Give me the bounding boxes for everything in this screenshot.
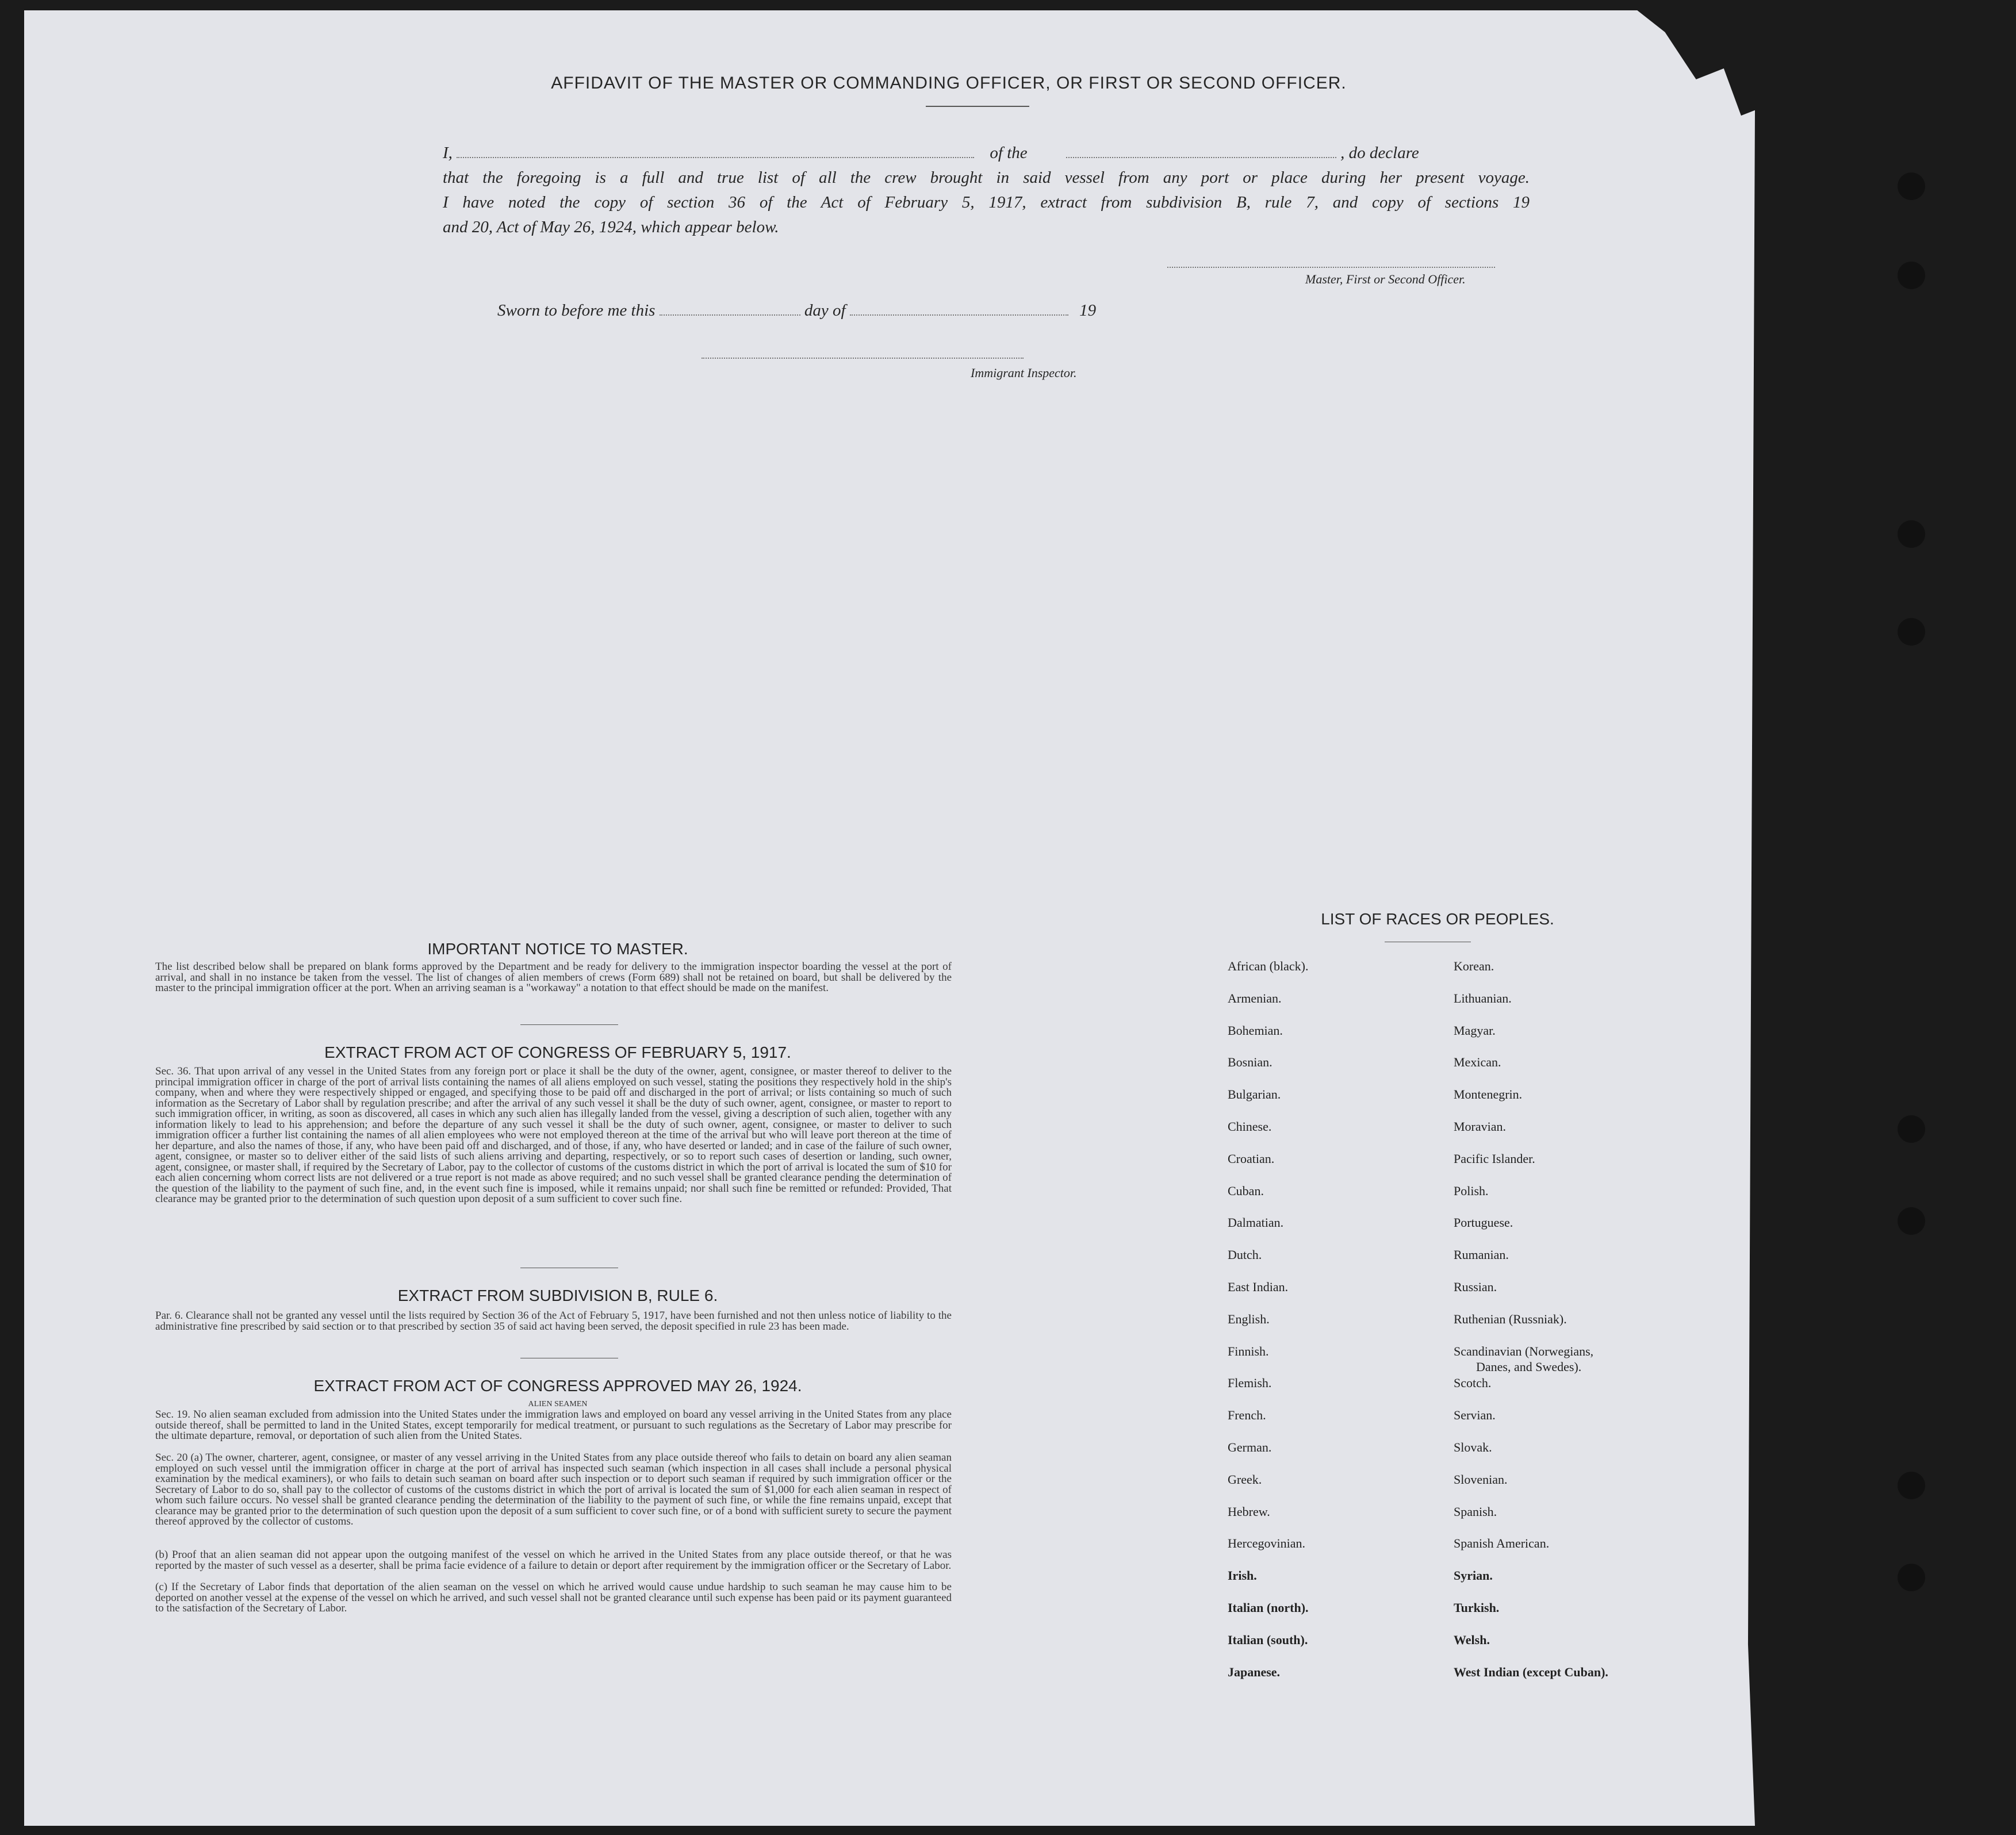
sec19-text: Sec. 19. No alien seaman excluded from admission into the United States under the immigration laws and employed on board any vessel arriving in the United States from any place outside thereof, shall be permitted to land in the United States, except temporarily for medical treatment, or pursuant to such regulations as the Secretary of Labor may prescribe for the ultimate departure, removal, or deportation of such alien from the United States. (155, 1408, 952, 1442)
race-item: Chinese. (1228, 1119, 1272, 1134)
race-item: Italian (north). (1228, 1600, 1309, 1615)
race-item: Moravian. (1454, 1119, 1507, 1134)
day-of-label: day of (804, 301, 846, 320)
race-item: Dutch. (1228, 1247, 1262, 1262)
race-item-continuation: Danes, and Swedes). (1476, 1360, 1582, 1374)
race-item: East Indian. (1228, 1280, 1289, 1294)
race-item: Dalmatian. (1228, 1215, 1284, 1230)
sec20b-text: (b) Proof that an alien seaman did not appear upon the outgoing manifest of the vessel on which he arrived in the United States from any place outside thereof, or that he was reported by the master of such vessel as a deserter, shall be prima facie evidence of a failure to detain or deport after requirement by the immigration officer or the Secretary of Labor. (155, 1549, 952, 1572)
race-item: Mexican. (1454, 1055, 1501, 1069)
notice-text: The list described below shall be prepared on blank forms approved by the Department and be ready for delivery to the immigration inspector boarding the vessel at the port of arrival, and shall in no instance be taken from the vessel. The list of changes of alien members of crews (Form 689) shall not be retained on board, but shall be delivered by the master to the principal immigration officer at the port. When an arriving seaman is a "workaway" a notation to that effect should be made on the manifest. (155, 961, 952, 994)
affidavit-title: AFFIDAVIT OF THE MASTER OR COMMANDING OFFICER, OR FIRST OR SECOND OFFICER. (551, 74, 1347, 93)
race-item: Montenegrin. (1454, 1087, 1523, 1101)
sec20c-text: (c) If the Secretary of Labor finds that deportation of the alien seaman on the vessel on which he arrived would cause undue hardship to such seaman he may cause him to be deported on another vessel at the expense of the vessel on which he arrived, and such vessel shall not be granted clearance until such expense has been paid or its payment guaranteed to the satisfaction of the Secretary of Labor. (155, 1581, 952, 1614)
race-item: Scotch. (1454, 1376, 1492, 1390)
master-caption: Master, First or Second Officer. (1305, 272, 1466, 286)
of-the-label: of the (990, 144, 1028, 162)
affidavit-line-3: I have noted the copy of section 36 of the Act of February 5, 1917, extract from subdivision B, rule 7, and copy of sections 19 (443, 193, 1530, 212)
divider (926, 106, 1029, 107)
race-item: Bohemian. (1228, 1023, 1283, 1038)
month-blank[interactable] (850, 314, 1068, 316)
race-item: Slovak. (1454, 1440, 1492, 1454)
i-label: I, (443, 144, 453, 162)
race-item: Magyar. (1454, 1023, 1496, 1038)
alien-seamen-subtitle: ALIEN SEAMEN (528, 1400, 588, 1408)
punch-hole (1898, 262, 1925, 289)
race-item: Bulgarian. (1228, 1087, 1281, 1101)
master-signature-line[interactable] (1167, 266, 1495, 268)
punch-hole (1898, 1115, 1925, 1143)
do-declare-label: , do declare (1340, 144, 1419, 162)
notice-title: IMPORTANT NOTICE TO MASTER. (427, 940, 688, 958)
race-item: Russian. (1454, 1280, 1497, 1294)
race-item: Hercegovinian. (1228, 1536, 1305, 1550)
sec20a-text: Sec. 20 (a) The owner, charterer, agent, consignee, or master of any vessel arriving in the United States from any place outside thereof who fails to detain on board any alien seaman employed on such vessel until the immigration officer in charge at the port of arrival has inspected such seaman (which inspection in all cases shall include a personal physical examination by the medical examiners), or who fails to detain such seaman on board after such inspection or to deport such seaman if required by such immigration officer or the Secretary of Labor to do so, shall pay to the collector of customs of the customs district in which the port of arrival is located the sum of $1,000 for each alien seaman in respect of whom such failure occurs. No vessel shall be granted clearance pending the determination of the liability to the payment of such fine, or while the fine remains unpaid, except that clearance may be granted prior to the determination of such question upon the deposit of a sum sufficient to cover such fine, or of a bond with sufficient surety to secure the payment thereof approved by the collector of customs. (155, 1452, 952, 1527)
punch-hole (1898, 172, 1925, 200)
race-item: Japanese. (1228, 1665, 1281, 1679)
races-title: LIST OF RACES OR PEOPLES. (1321, 910, 1554, 928)
inspector-caption: Immigrant Inspector. (971, 366, 1077, 380)
race-item: Finnish. (1228, 1344, 1269, 1358)
punch-hole (1898, 1472, 1925, 1499)
race-item: Armenian. (1228, 991, 1282, 1005)
race-item: English. (1228, 1312, 1270, 1326)
race-item: German. (1228, 1440, 1272, 1454)
race-item: Lithuanian. (1454, 991, 1512, 1005)
race-item: Spanish. (1454, 1504, 1497, 1519)
race-item: Servian. (1454, 1408, 1496, 1422)
punch-hole (1898, 618, 1925, 646)
extract-1924-title: EXTRACT FROM ACT OF CONGRESS APPROVED MAY 26, 1924. (313, 1377, 802, 1395)
race-item: Scandinavian (Norwegians, (1454, 1344, 1594, 1358)
sworn-label: Sworn to before me this (497, 301, 656, 320)
race-item: Cuban. (1228, 1184, 1264, 1198)
vessel-blank[interactable] (1066, 157, 1336, 158)
punch-hole (1898, 1564, 1925, 1591)
race-item: Pacific Islander. (1454, 1151, 1535, 1166)
race-item: Bosnian. (1228, 1055, 1273, 1069)
race-item: Rumanian. (1454, 1247, 1509, 1262)
race-item: Croatian. (1228, 1151, 1275, 1166)
affidavit-line-2: that the foregoing is a full and true list of all the crew brought in said vessel from any port or place during her present voyage. (443, 168, 1530, 187)
race-item: Syrian. (1454, 1568, 1493, 1583)
race-item: Irish. (1228, 1568, 1257, 1583)
race-item: West Indian (except Cuban). (1454, 1665, 1608, 1679)
subdivision-b-text: Par. 6. Clearance shall not be granted any vessel until the lists required by Section 36 of the Act of February 5, 1917, have been furnished and not then unless notice of liability to the administrative fine prescribed by said section or to that prescribed by section 35 of said act having been served, the deposit specified in rule 23 has been made. (155, 1310, 952, 1333)
race-item: Portuguese. (1454, 1215, 1513, 1230)
affidavit-line-4: and 20, Act of May 26, 1924, which appear below. (443, 218, 779, 236)
race-item: Turkish. (1454, 1600, 1500, 1615)
extract-1917-title: EXTRACT FROM ACT OF CONGRESS OF FEBRUARY 5, 1917. (324, 1043, 791, 1061)
race-item: Italian (south). (1228, 1633, 1308, 1647)
race-item: Greek. (1228, 1472, 1262, 1487)
race-item: Flemish. (1228, 1376, 1272, 1390)
race-item: Slovenian. (1454, 1472, 1508, 1487)
subdivision-b-title: EXTRACT FROM SUBDIVISION B, RULE 6. (397, 1287, 718, 1304)
punch-hole (1898, 1207, 1925, 1235)
inspector-signature-line[interactable] (702, 356, 1024, 359)
divider (520, 1024, 618, 1025)
race-item: Hebrew. (1228, 1504, 1270, 1519)
race-item: French. (1228, 1408, 1266, 1422)
race-item: Spanish American. (1454, 1536, 1550, 1550)
punch-hole (1898, 520, 1925, 548)
day-blank[interactable] (660, 314, 800, 316)
name-blank[interactable] (457, 157, 974, 158)
race-item: Welsh. (1454, 1633, 1490, 1647)
year-label: 19 (1079, 301, 1097, 320)
race-item: Ruthenian (Russniak). (1454, 1312, 1567, 1326)
race-item: Polish. (1454, 1184, 1489, 1198)
sworn-line (497, 301, 1187, 320)
extract-1917-text: Sec. 36. That upon arrival of any vessel in the United States from any foreign port or place it shall be the duty of the owner, agent, consignee, or master thereof to deliver to the principal immigration officer in charge of the port of arrival lists containing the names of all aliens employed on such vessel, stating the positions they respectively hold in the ship's company, when and where they were respectively shipped or engaged, and specifying those to be paid off and discharged in the port of arrival; or lists containing so much of such information as the Secretary of Labor shall by regulation prescribe; and after the arrival of any such vessel it shall be the duty of such owner, agent, consignee, or master to report to such immigration officer, in writing, as soon as discovered, all cases in which any such alien has illegally landed from the vessel, giving a description of such alien, together with any information likely to lead to his apprehension; and before the departure of any such vessel it shall be the duty of such owner, agent, consignee, or master to deliver to such immigration officer a further list containing the names of all alien employees who were not employed thereon at the time of the arrival but who will leave port thereon at the time of her departure, and also the names of those, if any, who have been paid off and discharged, and of those, if any, who have deserted or landed; and in case of the failure of such owner, agent, consignee, or master so to deliver either of the said lists of such aliens arriving and departing, respectively, or so to report such cases of desertion or landing, such owner, agent, consignee, or master shall, if required by the Secretary of Labor, pay to the collector of customs of the customs district in which the port of arrival is located the sum of $10 for each alien concerning whom correct lists are not delivered or a true report is not made as above required; and no such vessel shall be granted clearance pending the determination of the question of the liability to the payment of such fine, and, in the event such fine is imposed, while it remains unpaid; nor shall such fine be remitted or refunded: Provided, That clearance may be granted prior to the determination of such question upon deposit of a sum sufficient to cover such fine. (155, 1065, 952, 1205)
affidavit-line-1 (443, 144, 1530, 163)
race-item: African (black). (1228, 959, 1309, 973)
race-item: Korean. (1454, 959, 1494, 973)
